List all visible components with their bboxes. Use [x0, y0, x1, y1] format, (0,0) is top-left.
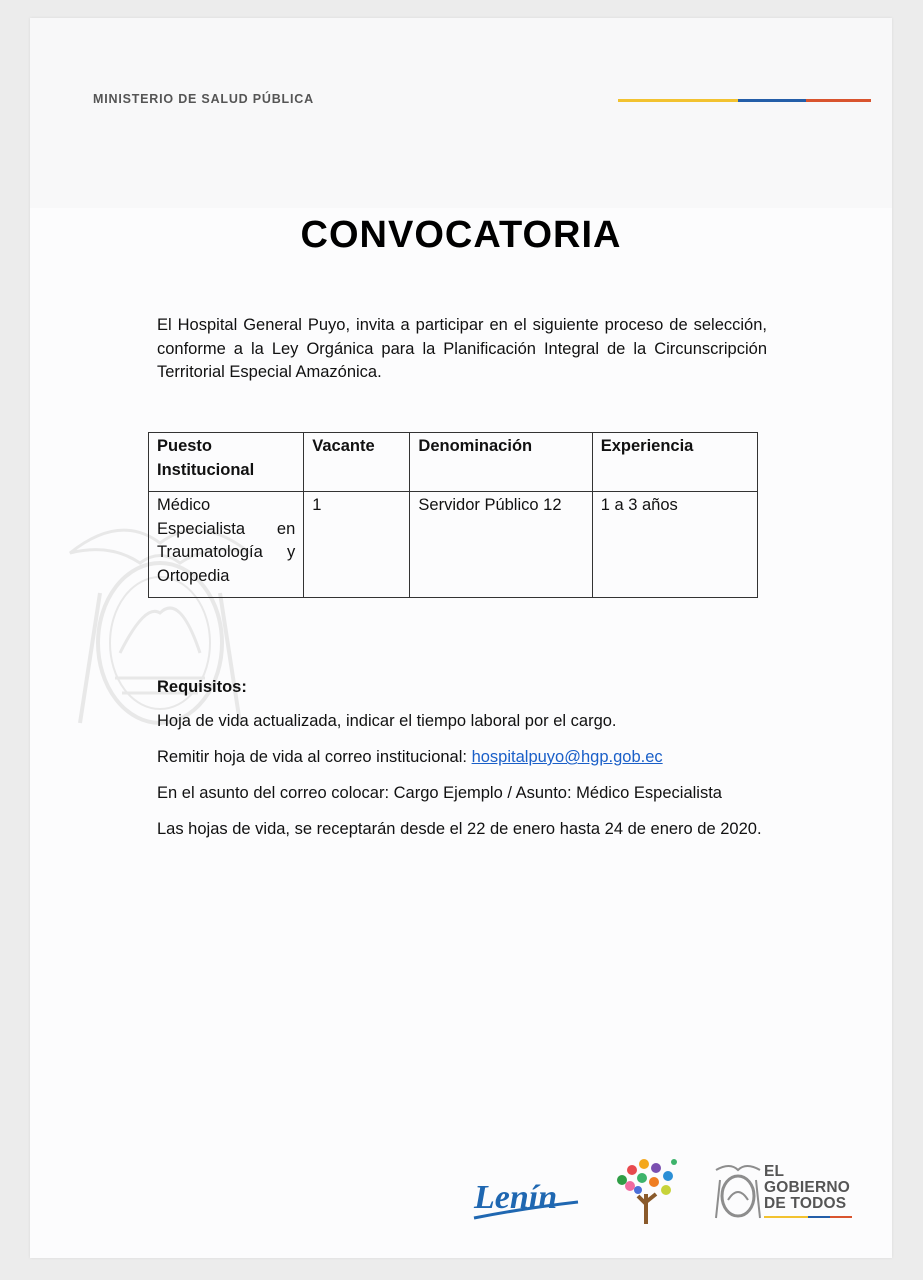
requirement-cv: Hoja de vida actualizada, indicar el tiempo laboral por el cargo. [157, 712, 617, 730]
ministry-name: MINISTERIO DE SALUD PÚBLICA [93, 92, 314, 106]
flag-stripe-yellow [618, 99, 738, 102]
gov-line2: GOBIERNO [764, 1179, 850, 1196]
cell-experiencia: 1 a 3 años [592, 492, 757, 598]
page-title: CONVOCATORIA [300, 214, 622, 256]
flag-stripe-blue [738, 99, 806, 102]
requirement-dates: Las hojas de vida, se receptarán desde el 22 de enero hasta 24 de enero de 2020. [157, 820, 762, 838]
cell-puesto: Médico Especialista en Traumatología y Ortopedia [149, 492, 304, 598]
table-header-row [149, 433, 758, 492]
header-band [30, 18, 892, 208]
table-row [149, 492, 758, 598]
requirement-email-label: Remitir hoja de vida al correo institucional: [157, 748, 472, 766]
gov-colored-underline [764, 1216, 852, 1218]
header-experiencia: Experiencia [592, 433, 757, 492]
header-puesto: Puesto Institucional [149, 433, 304, 492]
gov-line3: DE TODOS [764, 1195, 847, 1212]
lenin-signature-logo [470, 1168, 582, 1226]
positions-table [148, 432, 758, 598]
header-denominacion: Denominación [410, 433, 592, 492]
tree-logo-icon [610, 1156, 682, 1224]
cell-vacante: 1 [304, 492, 410, 598]
requirement-subject: En el asunto del correo colocar: Cargo Ejemplo / Asunto: Médico Especialista [157, 784, 722, 802]
document-page [30, 18, 892, 1258]
email-link[interactable]: hospitalpuyo@hgp.gob.ec [471, 748, 663, 766]
header-vacante: Vacante [304, 433, 410, 492]
intro-paragraph: El Hospital General Puyo, invita a participar en el siguiente proceso de selección, conforme a la Ley Orgánica para la Planificación Integral de la Circunscripción Territorial Especial Amazónica. [157, 316, 767, 381]
gov-seal-icon [712, 1162, 764, 1220]
cell-denominacion: Servidor Público 12 [410, 492, 592, 598]
signature-text: Lenín [474, 1179, 558, 1216]
gov-text [764, 1164, 850, 1212]
flag-stripe-red [806, 99, 871, 102]
gov-line1: EL [764, 1163, 785, 1180]
requirements-title: Requisitos: [157, 678, 247, 696]
requirement-email [157, 746, 767, 770]
